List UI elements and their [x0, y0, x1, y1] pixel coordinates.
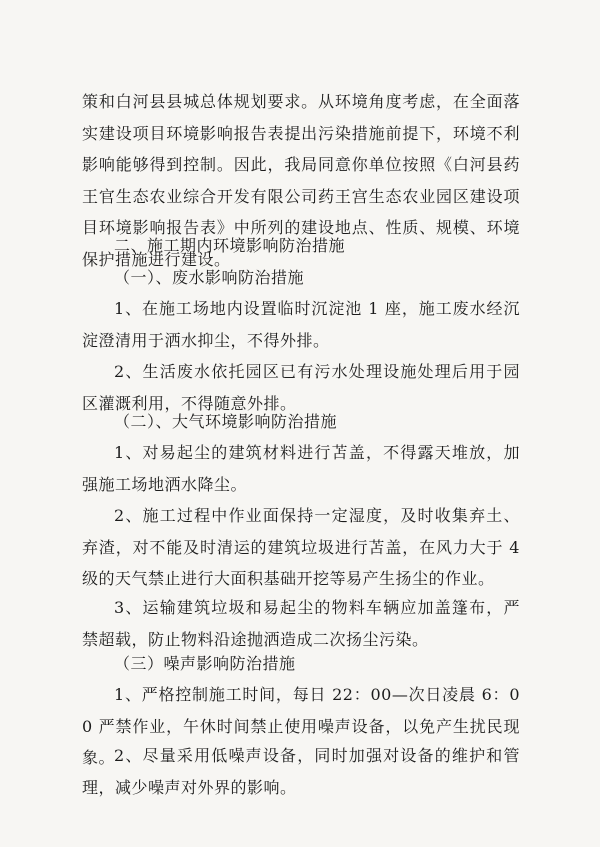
- paragraph-wastewater-1: 1、在施工场地内设置临时沉淀池 1 座，施工废水经沉淀澄清用于洒水抑尘，不得外排。: [82, 299, 520, 350]
- paragraph-air-1: 1、对易起尘的建筑材料进行苫盖，不得露天堆放，加强施工场地洒水降尘。: [82, 443, 520, 494]
- paragraph-air-3: 3、运输建筑垃圾和易起尘的物料车辆应加盖篷布，严禁超载，防止物料沿途抛洒造成二次扬尘污染。: [82, 598, 520, 649]
- paragraph-air-2: 2、施工过程中作业面保持一定湿度，及时收集弃土、弃渣，对不能及时清运的建筑垃圾进行苫盖，在风力大于 4 级的天气禁止进行大面积基础开挖等易产生扬尘的作业。: [82, 506, 520, 588]
- paragraph-noise-2: 2、尽量采用低噪声设备，同时加强对设备的维护和管理，减少噪声对外界的影响。: [82, 746, 520, 797]
- paragraph-wastewater-2: 2、生活废水依托园区已有污水处理设施处理后用于园区灌溉利用，不得随意外排。: [82, 362, 520, 413]
- subheading-air: （二）、大气环境影响防治措施: [114, 412, 338, 431]
- paragraph-approval-statement: 策和白河县县城总体规划要求。从环境角度考虑，在全面落实建设项目环境影响报告表提出污染措施前提下，环境不利影响能够得到控制。因此，我局同意你单位按照《白河县药王官生态农业综合开发有限公司药王宫生态农业园区建设项目环境影响报告表》中所列的建设地点、性质、规模、环境保护措施进行建设。: [82, 92, 520, 269]
- subheading-noise: （三）噪声影响防治措施: [114, 654, 296, 673]
- subheading-wastewater: （一）、废水影响防治措施: [114, 268, 305, 287]
- paragraph-noise-1: 1、严格控制施工时间，每日 22：00—次日凌晨 6：00 严禁作业，午休时间禁止使用噪声设备，以免产生扰民现象。: [82, 685, 520, 767]
- heading-construction-measures: 二、施工期内环境影响防治措施: [114, 236, 346, 255]
